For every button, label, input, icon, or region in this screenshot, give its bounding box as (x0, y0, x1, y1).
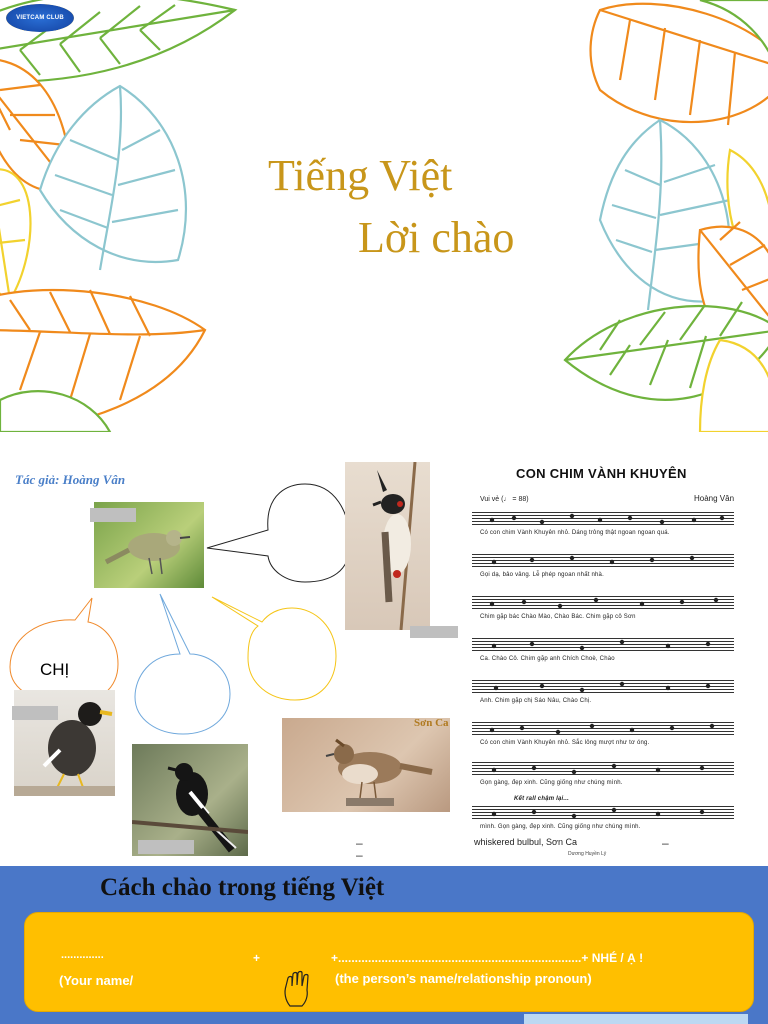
dash-right: – (662, 836, 669, 850)
music-notes (472, 512, 742, 842)
dots-right: +.........................................................................+ NHÉ / Ạ ! (331, 951, 644, 965)
transcriber-credit: Dương Huyền Lý (568, 851, 607, 857)
lyric-line-4: Ca. Chào Cô. Chim gặp anh Chích Choè, Chào (480, 656, 615, 662)
song-caption: whiskered bulbul, Sơn Ca (474, 837, 577, 847)
logo-text: VIETCAM CLUB (16, 15, 64, 21)
lyric-line-5: Anh. Chim gặp chị Sáo Nâu, Chào Chị. (480, 698, 592, 704)
song-title: CON CHIM VÀNH KHUYÊN (516, 466, 687, 481)
lyric-line-6: Có con chim Vành Khuyên nhỏ. Sắc lông mượt như tơ óng. (480, 740, 650, 746)
greeting-slide (0, 866, 768, 1024)
note-row-2 (492, 556, 694, 564)
greeting-formula-box (24, 912, 754, 1012)
lyric-line-7: Gọn gàng, đẹp xinh. Cũng giống như chúng mình. (480, 780, 623, 786)
son-ca-label: Sơn Ca (414, 717, 449, 729)
skylark-photo (282, 718, 450, 812)
title-line-2: Lời chào (358, 213, 515, 262)
lyric-line-3: Chim gặp bác Chào Mào, Chào Bác. Chim gặp cô Sơn (480, 614, 636, 620)
note-row-6 (490, 724, 714, 734)
song-slide (0, 432, 768, 864)
note-row-5 (494, 682, 710, 692)
song-composer: Hoàng Vân (694, 494, 735, 503)
title-slide (0, 0, 768, 432)
your-name-label: (Your name/ (59, 973, 134, 988)
lyric-line-2: Gọi dạ, bảo vâng. Lễ phép ngoan nhất nhà. (480, 572, 604, 578)
lyric-line-1: Có con chim Vành Khuyên nhỏ. Dáng trông thật ngoan ngoan quá. (480, 530, 670, 536)
name-label-placeholder (410, 626, 458, 638)
greeting-title: Cách chào trong tiếng Việt (100, 874, 385, 901)
bulbul-photo (345, 462, 430, 630)
name-label-placeholder (12, 706, 58, 720)
note-row-7 (492, 764, 704, 774)
lyric-line-8: mình. Gọn gàng, đẹp xinh. Cũng giống như chúng mình. (480, 824, 641, 830)
decorative-strip (524, 1014, 748, 1024)
person-name-label: (the person’s name/relationship pronoun) (335, 971, 592, 986)
dash-left-2: – (356, 848, 363, 862)
name-label-placeholder (90, 508, 136, 522)
song-tempo: Vui vẻ (♩ = 88) (480, 496, 529, 503)
hand-wave-icon (282, 970, 312, 1008)
bubble-chi-text: CHỊ (40, 660, 70, 679)
note-row-3 (490, 598, 718, 608)
author-credit: Tác giả: Hoàng Vân (15, 472, 126, 487)
note-row-4 (492, 640, 710, 650)
plus-sign: + (253, 951, 261, 965)
dash-left: – (356, 836, 363, 850)
vietcam-club-logo (6, 4, 74, 32)
dots-left: .............. (61, 949, 104, 961)
ending-note: Kết rall chậm lại... (514, 796, 570, 802)
name-label-placeholder (138, 840, 194, 854)
note-row-8 (492, 808, 704, 818)
note-row-1 (490, 514, 724, 524)
title-line-1: Tiếng Việt (268, 151, 453, 200)
